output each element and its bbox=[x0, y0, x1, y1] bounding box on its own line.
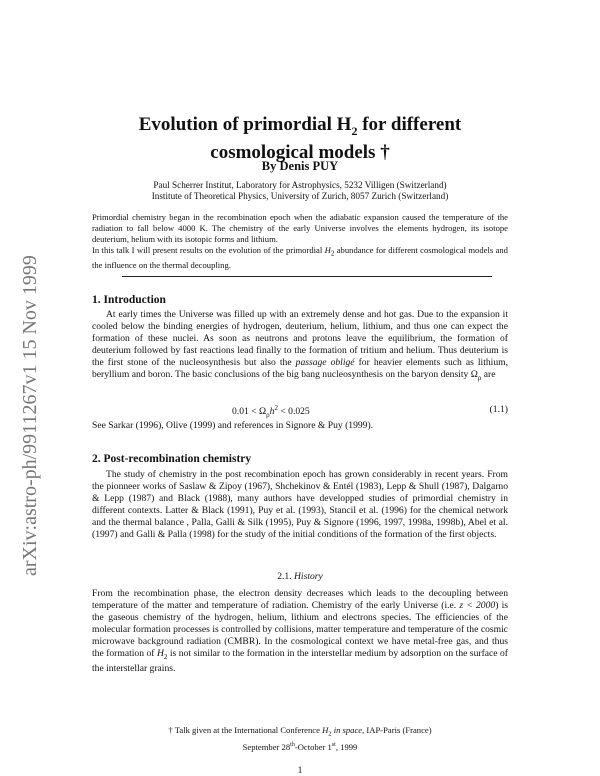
abstract-p2-a: In this talk I will present results on the evolution of the primordial bbox=[92, 245, 325, 255]
abstract-p1: Primordial chemistry began in the recombination epoch when the adiabatic expansion caused the temperature of the radiation to fall below 4000 K. The chemistry of the early Universe involves the elements hydrogen, its isotope deuterium, helium with its isotopic forms and lithium. bbox=[92, 212, 508, 244]
s1-p1-c: are bbox=[481, 369, 496, 380]
fn-a: † Talk given at the International Conference bbox=[168, 725, 323, 735]
affiliation-2: Institute of Theoretical Physics, University of Zurich, 8057 Zurich (Switzerland) bbox=[151, 191, 449, 201]
footnote-line1 bbox=[92, 725, 508, 740]
fn-sub: 2 bbox=[328, 730, 332, 738]
abstract-divider bbox=[122, 276, 492, 277]
footnote bbox=[92, 725, 508, 753]
fn-b: , IAP-Paris (France) bbox=[362, 725, 432, 735]
arxiv-id-text: arXiv:astro-ph/9911267v1 15 Nov 1999 bbox=[19, 255, 41, 576]
section-1-p2: See Sarkar (1996), Olive (1999) and references in Signore & Puy (1999). bbox=[92, 420, 374, 431]
fn-sup1: th bbox=[290, 741, 295, 748]
s2-p2-sub: 2 bbox=[163, 652, 168, 661]
abstract-p2-b: abundance for different cosmological models and the influence on the thermal decoupling. bbox=[92, 245, 508, 270]
section-1-refs bbox=[92, 420, 508, 432]
section-2-p2 bbox=[92, 588, 508, 675]
affiliations bbox=[92, 180, 508, 202]
fn-date-c: , 1999 bbox=[335, 741, 358, 752]
title-text: Evolution of primordial H bbox=[138, 114, 352, 135]
section-2-heading: 2. Post-recombination chemistry bbox=[92, 453, 252, 465]
equation-expression bbox=[232, 404, 310, 419]
eq-lhs: 0.01 < Ω bbox=[232, 406, 267, 418]
eq-sup: 2 bbox=[274, 404, 278, 412]
abstract-h2-sub: 2 bbox=[330, 249, 335, 258]
section-1-body bbox=[92, 309, 508, 384]
eq-rhs: < 0.025 bbox=[277, 406, 310, 418]
section-2-p1: The study of chemistry in the post recombination epoch has grown considerably in recent years. From the pionneer works of Saslaw & Zipoy (1967), Shchekinov & Entél (1983), Lepp & Shull (1987), Dalgarno & Lepp (1987) and Black (1988), many authors have developped studies of primordial chemistry in different contexts. Latter & Black (1991), Puy et al. (1993), Stancil et al. (1996) for the chemical network and the thermal balance , Palla, Galli & Silk (1995), Puy & Signore (1996, 1997, 1998a, 1998b), Abel et al. (1997) and Galli & Palla (1998) for the study of the initial conditions of the formation of the first objects. bbox=[92, 469, 508, 540]
eq-h: h bbox=[269, 406, 275, 418]
section-2-1-body bbox=[92, 588, 508, 675]
fn-date-b: -October 1 bbox=[294, 741, 332, 752]
section-2-body bbox=[92, 469, 508, 541]
section-1-heading: 1. Introduction bbox=[92, 294, 166, 306]
s2-p2-a: From the recombination phase, the electron density decreases which leads to the decoupling between temperature of the matter and temperature of radiation. Chemistry of the early Universe (i.e. bbox=[92, 588, 508, 611]
abstract-h2: H bbox=[324, 245, 331, 255]
eq-sub: ρ bbox=[266, 411, 270, 420]
s2-p2-z: z < 2000 bbox=[459, 600, 496, 611]
s2-p2-c: is not similar to the formation in the interstellar medium by adsorption on the surface of the interstellar grains. bbox=[92, 648, 508, 674]
title-tail: for different bbox=[357, 114, 462, 135]
title-subscript: 2 bbox=[351, 123, 358, 138]
page-number: 1 bbox=[297, 765, 303, 776]
s1-p1-em: passage obligé bbox=[295, 357, 355, 368]
subsection-2-1 bbox=[92, 571, 508, 582]
subsection-number: 2.1. bbox=[277, 571, 294, 582]
footnote-line2 bbox=[92, 740, 508, 753]
s1-p1-b: for heavier elements such as lithium, beryllium and boron. The basic conclusions of the big bang nucleosynthesis on the baryon density Ω bbox=[92, 357, 508, 380]
s1-p1-sub: ρ bbox=[477, 373, 482, 382]
author: By Denis PUY bbox=[261, 159, 339, 173]
fn-em: in space bbox=[331, 725, 363, 735]
abstract-p2 bbox=[92, 245, 508, 271]
fn-date-a: September 28 bbox=[242, 741, 291, 752]
section-1-p1 bbox=[92, 309, 508, 384]
title-line2: cosmological models † bbox=[210, 141, 390, 163]
fn-sup2: st bbox=[331, 741, 336, 748]
abstract bbox=[92, 212, 508, 271]
s2-p2-b: ) is the gaseous chemistry of the hydrogen, helium, lithium and electrons species. The efficiencies of the molecular formation processes is controlled by collisions, matter temperature and temperature of the cosmic microwave background radiation (CMBR). In the cosmological context we have metal-free gas, and thus the formation of bbox=[92, 600, 508, 659]
arxiv-identifier bbox=[8, 200, 48, 580]
subsection-title: History bbox=[294, 571, 323, 582]
s1-p1-a: At early times the Universe was filled up with an extremely dense and hot gas. Due to the expansion it cooled below the binding energies of hydrogen, deuterium, helium, lithium, and thus one can expect the formation of these nuclei. As soon as neutrons and protons leave the equilibrium, the formation of deuterium followed by fast reactions lead finally to the formation of tritium and helium. Thus deuterium is the first stone of the nucleosynthesis but also the bbox=[92, 309, 508, 368]
fn-h2: H bbox=[322, 725, 329, 735]
s2-p2-h2: H bbox=[156, 648, 164, 659]
equation-number: (1.1) bbox=[489, 404, 508, 415]
affiliation-1: Paul Scherrer Institut, Laboratory for Astrophysics, 5232 Villigen (Switzerland) bbox=[153, 180, 447, 190]
paper-title bbox=[92, 114, 508, 164]
